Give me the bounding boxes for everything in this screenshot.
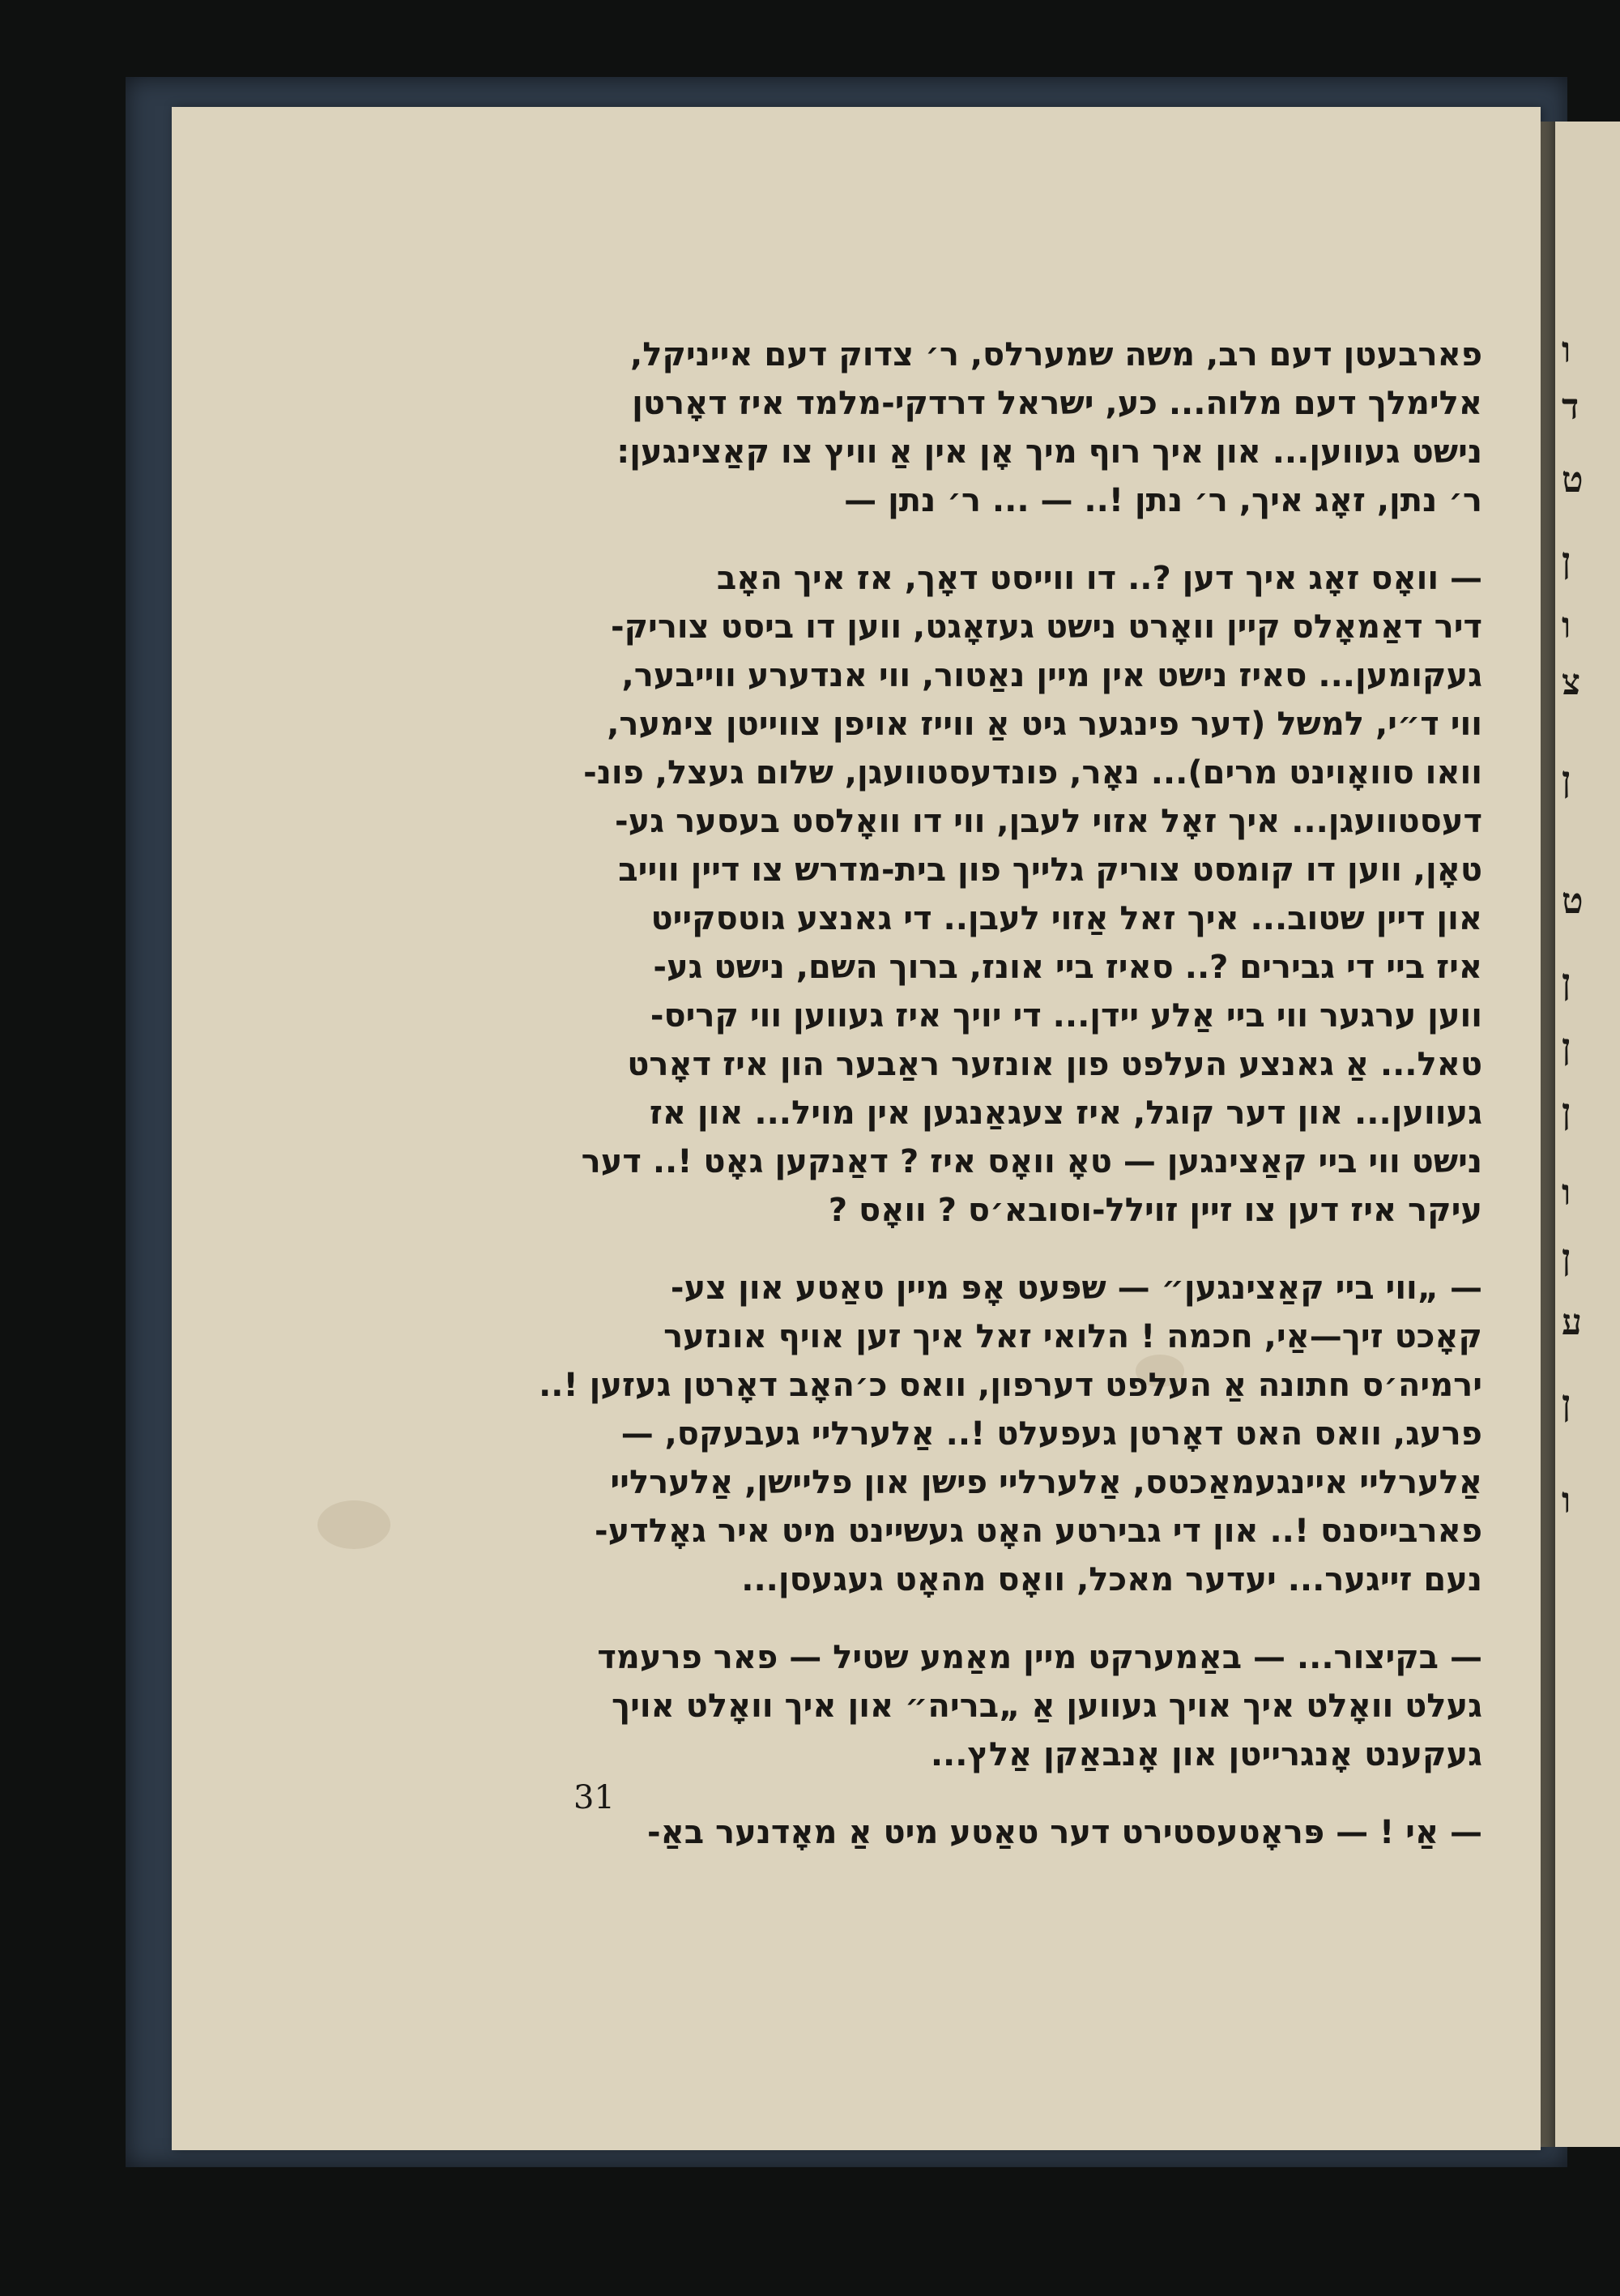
text-line: — „ווי ביי קאַצינגען״ — שפּעט אָפּ מיין טאַטע און צע- <box>670 1270 1482 1307</box>
facing-page-fragment: ן <box>1562 540 1571 582</box>
text-line: — בקיצור... — באַמערקט מיין מאַמע שטיל — פאר פרעמד <box>597 1639 1482 1676</box>
text-line: פארבעטן דעם רב, משה שמערלס, ר׳ צדוק דעם אייניקל, <box>630 336 1482 373</box>
text-line: געקענט אָנגרייטן און אָנבאַקן אַלץ... <box>930 1736 1482 1773</box>
facing-page-fragment: ו <box>1562 330 1571 371</box>
facing-page-fragment: ע <box>1562 1302 1582 1343</box>
text-line: ר׳ נתן, זאָג איך, ר׳ נתן !.. — ... ר׳ נתן — <box>844 482 1482 519</box>
text-line: נישט ווי ביי קאַצינגען — טאָ וואָס איז ? דאַנקען גאָט !.. דער <box>581 1143 1482 1180</box>
facing-page-fragment: ו <box>1562 1480 1571 1521</box>
facing-page-fragment: ד <box>1562 386 1580 428</box>
text-line: דעסטוועגן... איך זאָל אזוי לעבן, ווי דו וואָלסט בעסער גע- <box>615 803 1482 840</box>
text-line: — וואָס זאָג איך דען ?.. דו ווייסט דאָך, אז איך האָב <box>716 560 1482 597</box>
text-line: אַלערליי איינגעמאַכטס, אַלערליי פישן און פליישן, אַלערליי <box>610 1464 1482 1501</box>
facing-page-fragment: ט <box>1562 459 1584 501</box>
paragraph-gap <box>518 1779 1482 1808</box>
facing-page-fragment: ן <box>1562 759 1571 800</box>
text-line: פארבייסנס !.. און די גבירטע האָט געשיינט מיט איר גאָלדע- <box>594 1513 1482 1550</box>
paragraph <box>518 331 1482 525</box>
paragraph-gap <box>518 1604 1482 1633</box>
paragraph <box>518 1264 1482 1604</box>
text-line: נישט געווען... און איך רוף מיך אָן אין אַ וויץ צו קאַצינגען: <box>616 433 1482 471</box>
text-line: געקומען... סאיז נישט אין מיין נאַטור, ווי אנדערע ווייבער, <box>621 657 1482 694</box>
facing-page-fragment: ו <box>1562 605 1571 647</box>
facing-page-edge <box>1555 122 1620 2147</box>
text-line: וואו סוואָוינט מרים)... נאָר, פונדעסטוועגן, שלום געצל, פונ- <box>583 754 1482 792</box>
page-number: 31 <box>573 1779 615 1816</box>
paragraph-gap <box>518 1235 1482 1264</box>
text-line: ווען ערגער ווי ביי אַלע יידן... די יויך איז געווען ווי קריס- <box>650 997 1482 1035</box>
facing-page-fragment: ן <box>1562 1091 1571 1133</box>
facing-page-fragment: ט <box>1562 881 1584 922</box>
paragraph <box>518 554 1482 1235</box>
text-line: קאָכט זיך—אַי, חכמה ! הלואי זאל איך זען אויף אונזער <box>663 1318 1482 1355</box>
text-line: פרעג, וואס האט דאָרטן געפעלט !.. אַלערליי געבעקס, — <box>620 1415 1482 1453</box>
paragraph-gap <box>518 525 1482 554</box>
facing-page-fragment: ן <box>1562 962 1571 1003</box>
text-line: געלט וואָלט איך אויך געווען אַ „בריה״ און איך וואָלט אויך <box>612 1688 1482 1725</box>
paragraph <box>518 1633 1482 1779</box>
paper-stain <box>318 1500 390 1549</box>
text-line: אלימלך דעם מלוה... כע, ישראל דרדקי-מלמד איז דאָרטן <box>632 385 1482 422</box>
text-line: ווי ד״י, למשל (דער פינגער גיט אַ ווייז אויפן צווייטן צימער, <box>607 706 1482 743</box>
page-text <box>518 331 1482 1857</box>
facing-page-fragment: צ <box>1562 662 1581 703</box>
text-line: געווען... און דער קוגל, איז צעגאַנגען אין מויל... און אז <box>649 1095 1482 1132</box>
text-line: דיר דאַמאָלס קיין וואָרט נישט געזאָגט, ווען דו ביסט צוריק- <box>610 608 1482 646</box>
paragraph <box>518 1808 1482 1857</box>
text-line: און דיין שטוב... איך זאל אַזוי לעבן.. די גאנצע גוטסקייט <box>650 900 1482 937</box>
text-line: נעם זייגער... יעדער מאכל, וואָס מהאָט געגעסן... <box>741 1561 1482 1598</box>
text-line: — אַי ! — פּראָטעסטירט דער טאַטע מיט אַ מאָדנער באַ- <box>647 1814 1482 1851</box>
text-line: איז ביי די גבירים ?.. סאיז ביי אונז, ברוך השם, נישט גע- <box>653 949 1482 986</box>
text-line: עיקר איז דען צו זיין זוילל-וסובא׳ס ? וואָס ? <box>828 1192 1482 1229</box>
facing-page-fragment: ן <box>1562 1237 1571 1278</box>
facing-page-fragment: ן <box>1562 1383 1571 1424</box>
facing-page-fragment: ו <box>1562 1172 1571 1214</box>
text-line: טאל... אַ גאנצע העלפט פון אונזער ראַבער הון איז דאָרט <box>627 1046 1482 1083</box>
text-line: ירמיה׳ס חתונה אַ העלפט דערפון, וואס כ׳האָב דאָרטן געזען !.. <box>539 1367 1482 1404</box>
facing-page-fragment: ן <box>1562 1026 1571 1068</box>
text-line: טאָן, ווען דו קומסט צוריק גלייך פון בית-מדרש צו דיין ווייב <box>618 851 1482 889</box>
